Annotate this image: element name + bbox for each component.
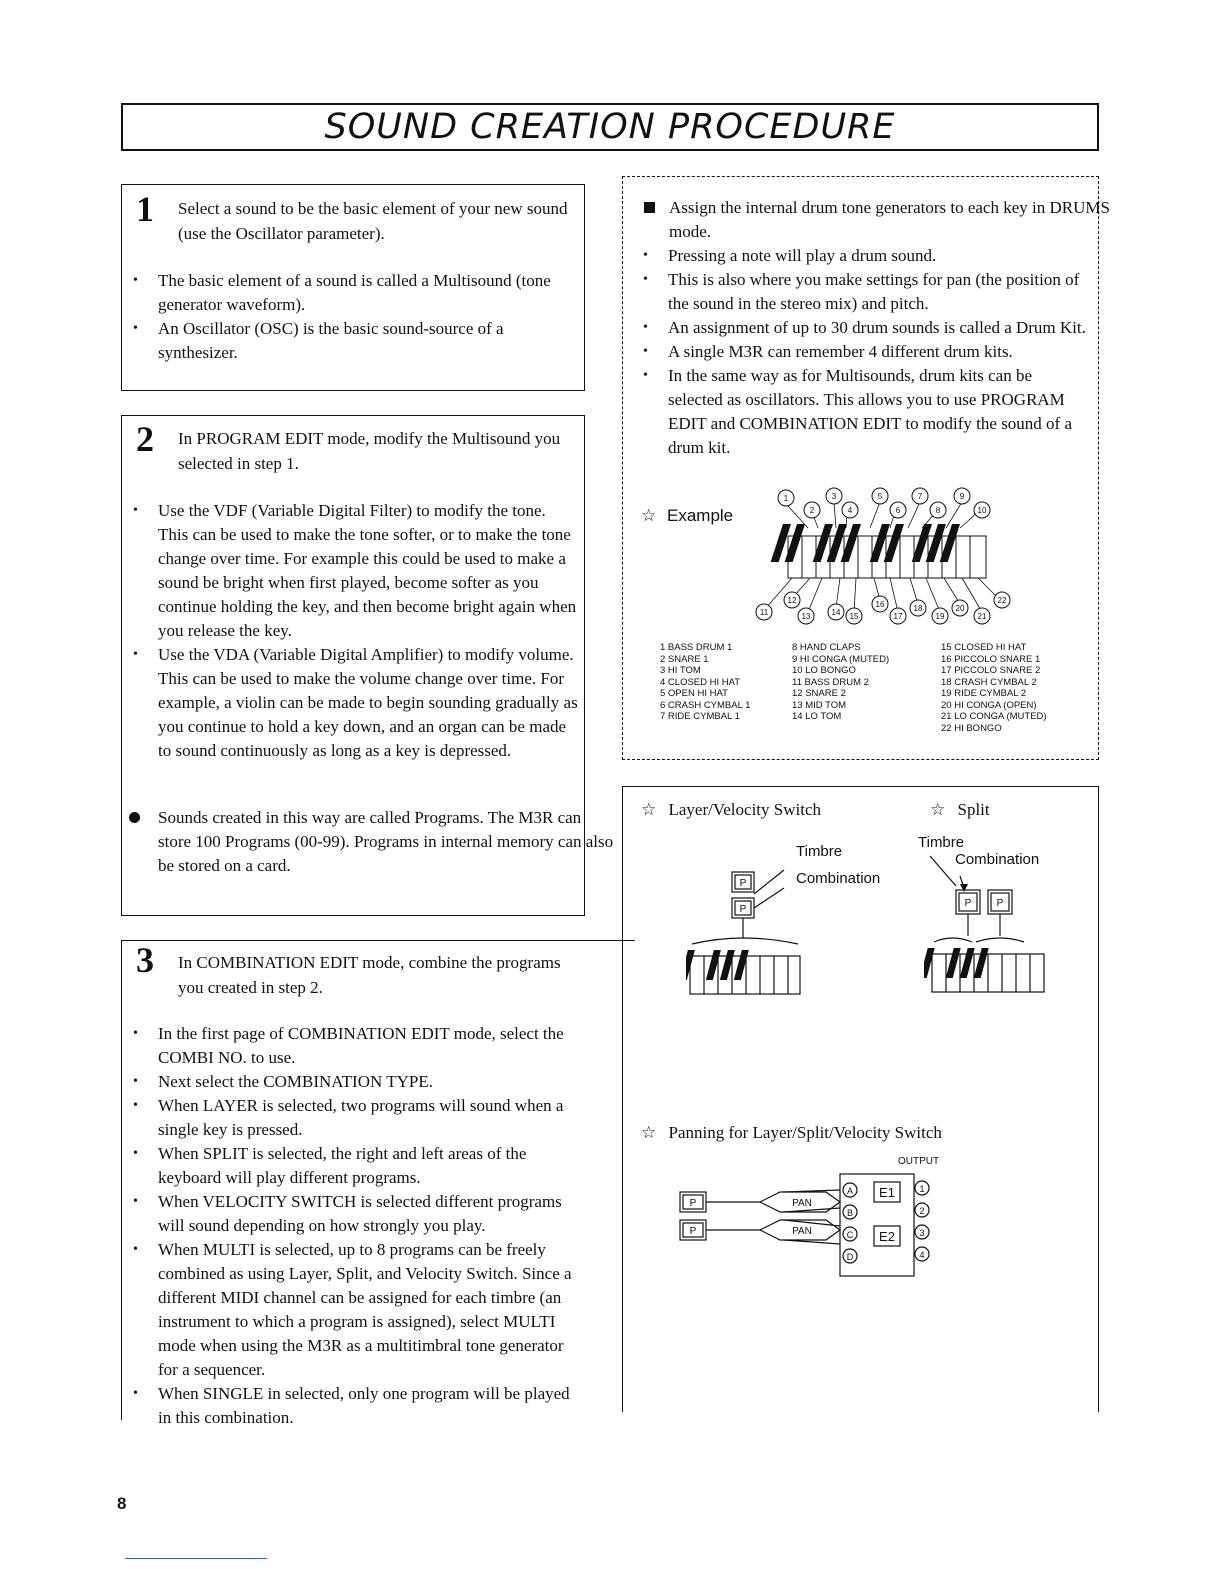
panning-label: Panning for Layer/Split/Velocity Switch — [668, 1123, 942, 1142]
effect-2-label: E2 — [879, 1229, 895, 1244]
page-title: SOUND CREATION PROCEDURE — [324, 107, 896, 147]
footer-rule — [125, 1558, 267, 1559]
drums-bullet: • In the same way as for Multisounds, drum kits can be selected as oscillators. This allows you to use PROGRAM EDIT and COMBINATION EDIT to modify the sound of a drum kit. — [631, 364, 1087, 460]
panning-heading — [641, 1123, 942, 1143]
drum-list-item: 6 CRASH CYMBAL 1 — [660, 699, 751, 711]
drum-list-item: 17 PICCOLO SNARE 2 — [941, 665, 1041, 676]
step-3-bullet: • Next select the COMBINATION TYPE. — [121, 1070, 579, 1094]
star-icon: ☆ — [641, 800, 657, 819]
drum-key-number: 4 — [847, 506, 853, 515]
drum-list-item: 22 HI BONGO — [941, 722, 1002, 734]
step-2-bullet: • Use the VDA (Variable Digital Amplifier) to modify volume. This can be used to make the volume change over time. For example, a violin can be made to begin sounding gradually as you continue to hold a key down, and an organ can be made to sound continuously as long as a key is depressed. — [121, 643, 579, 763]
star-icon: ☆ — [641, 1123, 657, 1142]
drum-list-item: 1 BASS DRUM 1 — [660, 642, 733, 653]
step-3-bullet: • When SINGLE in selected, only one program will be played in this combination. — [121, 1382, 579, 1430]
drum-key-number: 19 — [935, 612, 945, 621]
layer-velocity-heading — [641, 800, 821, 820]
split-label: Split — [957, 800, 990, 819]
layer-timbre-label: Timbre — [796, 843, 843, 860]
split-timbre-label: Timbre — [918, 834, 965, 851]
effect-1-label: E1 — [879, 1185, 895, 1200]
program-key-label: P — [739, 878, 747, 889]
drum-key-number: 22 — [997, 596, 1007, 605]
step-1-bullet: • The basic element of a sound is called a Multisound (tone generator waveform). — [121, 269, 579, 317]
drum-list-col-3 — [941, 642, 1047, 734]
drum-key-number: 12 — [787, 596, 797, 605]
drum-list-item: 7 RIDE CYMBAL 1 — [660, 711, 740, 722]
step-3-bullet: • When VELOCITY SWITCH is selected different programs will sound depending on how strongly you play. — [121, 1190, 579, 1238]
drums-intro-text: Assign the internal drum tone generators to each key in DRUMS mode. — [669, 198, 1110, 241]
drum-key-number: 5 — [877, 492, 883, 501]
drum-key-number: 9 — [959, 492, 965, 501]
program-key-label: P — [964, 898, 972, 909]
output-number: 4 — [919, 1250, 925, 1260]
example-label — [641, 506, 733, 526]
drum-list-item: 14 LO TOM — [792, 711, 842, 722]
layer-combination-label: Combination — [796, 870, 881, 887]
drum-key-number: 6 — [895, 506, 901, 515]
drum-key-number: 7 — [917, 492, 923, 501]
drum-key-number: 3 — [831, 492, 837, 501]
drum-list-item: 11 BASS DRUM 2 — [792, 676, 869, 688]
output-input-label: D — [846, 1252, 854, 1262]
step-2-bullet: • Use the VDF (Variable Digital Filter) to modify the tone. This can be used to make the tone softer, or to make the tone change over time. For example this could be used to make a sound be bright when first played, become softer as you continue holding the key, and then become bright again when you release the key. — [121, 499, 579, 643]
drum-list-item: 8 HAND CLAPS — [792, 642, 861, 653]
drums-bullet: • Pressing a note will play a drum sound. — [631, 244, 1087, 268]
step-2-note — [121, 806, 616, 878]
drum-list-item: 19 RIDE CYMBAL 2 — [941, 688, 1027, 699]
step-1-bullets — [121, 269, 579, 365]
drum-key-number: 18 — [913, 604, 923, 613]
output-number: 2 — [919, 1206, 925, 1216]
bullet-dot-icon — [129, 812, 140, 823]
step-1-text: Select a sound to be the basic element of your new sound (use the Oscillator parameter). — [178, 199, 568, 243]
page-title-box — [121, 103, 1099, 151]
step-3-bullet: • When MULTI is selected, up to 8 programs can be freely combined as using Layer, Split, and Velocity Switch. Since a different MIDI channel can be assigned for each timbre (an instrument to which a program is assigned), select MULTI mode when using the M3R as a multitimbral tone generator for a sequencer. — [121, 1238, 579, 1382]
output-input-label: A — [846, 1186, 854, 1196]
layer-velocity-label: Layer/Velocity Switch — [668, 800, 821, 819]
step-3-bullet: • When LAYER is selected, two programs will sound when a single key is pressed. — [121, 1094, 579, 1142]
step-1-number: 1 — [136, 189, 154, 229]
drum-list-item: 21 LO CONGA (MUTED) — [941, 711, 1047, 722]
output-label: OUTPUT — [898, 1156, 940, 1167]
program-key-label: P — [739, 904, 747, 915]
step-3-bullets — [121, 1022, 579, 1430]
drum-key-number: 1 — [783, 494, 789, 503]
drum-key-number: 13 — [801, 612, 811, 621]
step-1-bullet: • An Oscillator (OSC) is the basic sound-source of a synthesizer. — [121, 317, 579, 365]
star-icon: ☆ — [641, 506, 657, 525]
drums-bullet: • This is also where you make settings for pan (the position of the sound in the stereo mix) and pitch. — [631, 268, 1087, 316]
drum-list-item: 4 CLOSED HI HAT — [660, 676, 741, 688]
layer-velocity-diagram — [686, 860, 816, 1000]
drum-key-number: 16 — [875, 600, 885, 609]
drum-key-number: 21 — [977, 612, 987, 621]
drum-keyboard-figure — [750, 484, 1020, 642]
step-2-number: 2 — [136, 419, 154, 459]
drum-list-item: 10 LO BONGO — [792, 665, 856, 676]
drum-key-number: 14 — [831, 608, 841, 617]
drum-key-number: 10 — [977, 506, 987, 515]
step-2-text: In PROGRAM EDIT mode, modify the Multisound you selected in step 1. — [178, 429, 561, 473]
drum-list-item: 18 CRASH CYMBAL 2 — [941, 676, 1037, 688]
step-3-bullet: • In the first page of COMBINATION EDIT mode, select the COMBI NO. to use. — [121, 1022, 579, 1070]
panning-diagram — [676, 1170, 946, 1280]
program-key-label: P — [689, 1226, 697, 1237]
drum-list-col-2 — [792, 642, 889, 723]
split-diagram — [924, 850, 1054, 1000]
step-2-bullets — [121, 499, 579, 763]
drum-key-number: 2 — [809, 506, 815, 515]
drum-list-item: 5 OPEN HI HAT — [660, 688, 728, 699]
example-text: Example — [666, 506, 734, 525]
drum-list-item: 13 MID TOM — [792, 699, 847, 711]
square-bullet-icon — [644, 202, 655, 213]
output-input-label: B — [846, 1208, 854, 1218]
pan-label: PAN — [792, 1226, 812, 1237]
output-input-label: C — [846, 1230, 854, 1240]
drum-key-number: 17 — [893, 612, 903, 621]
star-icon: ☆ — [930, 800, 946, 819]
drum-key-number: 15 — [849, 612, 859, 621]
page-number: 8 — [117, 1494, 127, 1513]
drums-bullet: • A single M3R can remember 4 different drum kits. — [631, 340, 1087, 364]
output-number: 1 — [919, 1184, 925, 1194]
step-3-bullet: • When SPLIT is selected, the right and left areas of the keyboard will play different programs. — [121, 1142, 579, 1190]
split-heading — [930, 800, 990, 820]
drum-key-number: 8 — [935, 506, 941, 515]
drum-list-item: 2 SNARE 1 — [660, 653, 709, 665]
drums-bullets — [631, 244, 1087, 460]
pan-label: PAN — [792, 1198, 812, 1209]
program-key-label: P — [689, 1198, 697, 1209]
drum-key-number: 20 — [955, 604, 965, 613]
drum-key-number: 11 — [759, 608, 769, 617]
drum-list-item: 3 HI TOM — [660, 665, 701, 676]
drum-list-item: 9 HI CONGA (MUTED) — [792, 653, 890, 665]
drums-bullet: • An assignment of up to 30 drum sounds is called a Drum Kit. — [631, 316, 1087, 340]
drum-list-item: 20 HI CONGA (OPEN) — [941, 699, 1037, 711]
program-key-label: P — [996, 898, 1004, 909]
drum-list-item: 16 PICCOLO SNARE 1 — [941, 653, 1041, 665]
drum-list-item: 12 SNARE 2 — [792, 688, 846, 699]
drum-list-col-1 — [660, 642, 750, 723]
split-combination-label: Combination — [955, 851, 1040, 868]
drums-intro — [643, 196, 1111, 244]
step-3-text: In COMBINATION EDIT mode, combine the programs you created in step 2. — [178, 953, 561, 997]
step-3-number: 3 — [136, 940, 154, 980]
step-2-note-text: Sounds created in this way are called Programs. The M3R can store 100 Programs (00-99). Programs in internal memory can also be stored on a card. — [158, 808, 614, 875]
drum-list-item: 15 CLOSED HI HAT — [941, 642, 1027, 653]
output-number: 3 — [919, 1228, 925, 1238]
